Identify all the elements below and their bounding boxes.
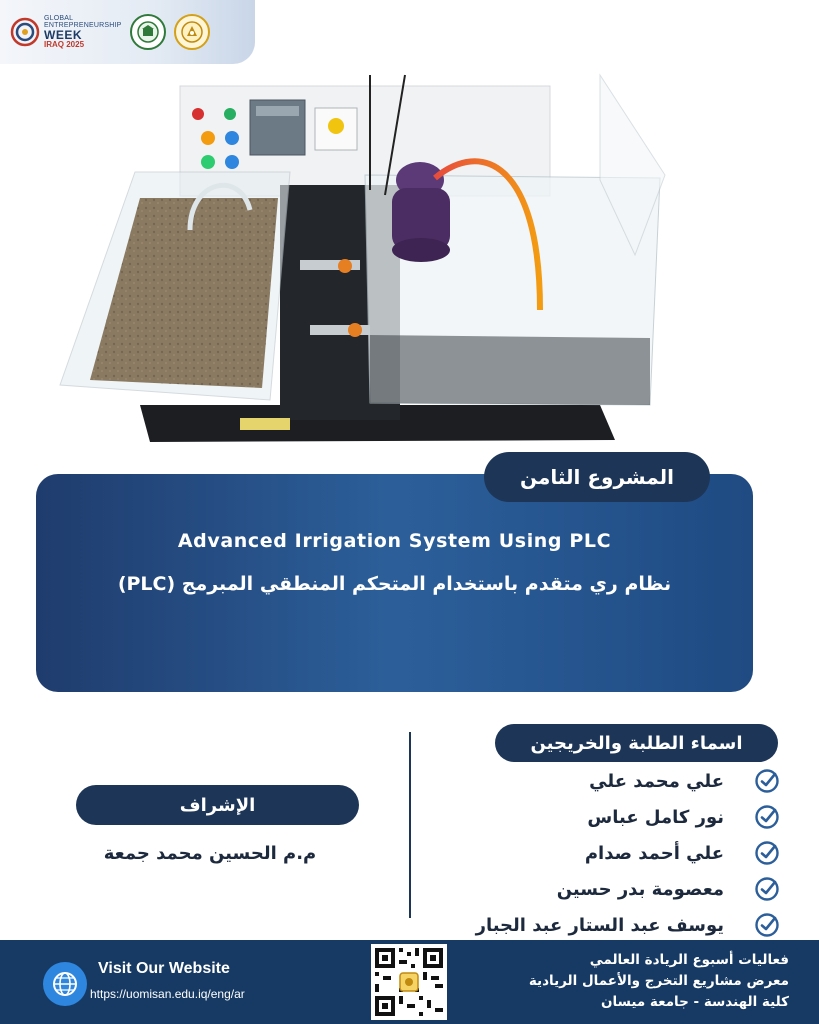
check-circle-icon [754,768,780,794]
supervisor-name: م.م الحسين محمد جمعة [103,843,317,864]
student-name: علي أحمد صدام [584,842,724,864]
project-title-arabic: نظام ري متقدم باستخدام المتحكم المنطقي المبرمج (PLC) [117,573,672,595]
website-url-link[interactable]: https://uomisan.edu.iq/eng/ar [90,987,245,1001]
university-seal-icon [130,14,166,50]
supervisor-header: الإشراف [76,785,359,825]
globe-icon[interactable] [43,962,87,1006]
footer-event-text [489,950,789,1013]
gew-line-entrepreneurship: ENTREPRENEURSHIP [44,22,122,29]
qr-code-icon[interactable] [371,944,447,1020]
gew-line-global: GLOBAL [44,15,74,22]
list-item [440,871,780,907]
list-item [440,763,780,799]
project-title-english: Advanced Irrigation System Using PLC [177,530,612,552]
footer-line-event: فعاليات أسبوع الريادة العالمي [589,952,789,968]
list-item [440,907,780,943]
engineering-college-seal-icon [174,14,210,50]
visit-website-label[interactable]: Visit Our Website [98,960,230,977]
gew-line-week: WEEK [44,28,82,42]
check-circle-icon [754,912,780,938]
gew-text [44,15,122,49]
gew-line-year: IRAQ 2025 [44,40,85,49]
footer-line-college: كلية الهندسة - جامعة ميسان [600,994,789,1010]
student-name: علي محمد علي [589,770,724,792]
students-list [440,763,780,943]
list-item [440,835,780,871]
student-name: يوسف عبد الستار عبد الجبار [475,914,724,936]
footer-line-exhibition: معرض مشاريع التخرج والأعمال الريادية [528,973,789,989]
gew-logo [10,15,122,49]
header-logos [0,0,255,64]
gew-mark-icon [10,17,40,47]
project-number-badge: المشروع الثامن [484,452,710,502]
section-divider [409,732,411,918]
students-header: اسماء الطلبة والخريجين [495,724,778,762]
check-circle-icon [754,876,780,902]
check-circle-icon [754,804,780,830]
footer [0,940,819,1024]
product-photo [40,70,740,460]
list-item [440,799,780,835]
student-name: معصومة بدر حسين [556,878,724,900]
student-name: نور كامل عباس [587,806,724,828]
check-circle-icon [754,840,780,866]
project-title-card [36,474,753,692]
